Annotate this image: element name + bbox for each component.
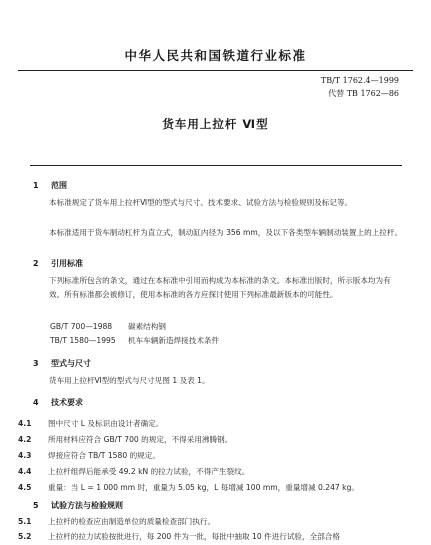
- clause-number: 4.4: [18, 467, 32, 476]
- section-2-paragraph-1: [33, 274, 403, 302]
- section-1-paragraph-2: [33, 226, 403, 240]
- section-title: 试验方法与检验规则: [51, 501, 123, 510]
- title-rule: [30, 165, 402, 166]
- reference-name: 碳素结构钢: [128, 322, 166, 331]
- clause-text: 重量：当 L = 1 000 mm 时，重量为 5.05 kg，L 每增减 100 mm，重量增减 0.247 kg。: [48, 483, 359, 492]
- clause-number: 5.1: [18, 517, 32, 526]
- clause-text: 上拉杆的检查应由制造单位的质量检查部门执行。: [48, 517, 216, 526]
- section-title: 范围: [51, 181, 67, 190]
- reference-code: GB/T 700—1988: [50, 322, 113, 331]
- section-number: 4: [33, 398, 39, 407]
- clause-text: 焊接应符合 TB/T 1580 的规定。: [48, 451, 160, 460]
- clause-text: 所用材料应符合 GB/T 700 的规定，不得采用沸腾钢。: [48, 435, 233, 444]
- section-number: 1: [33, 181, 39, 190]
- clause-text: 上拉杆组焊后能承受 49.2 kN 的拉力试验，不得产生裂纹。: [48, 467, 250, 476]
- clause-5-2: [18, 531, 408, 542]
- clause-4-5: [18, 482, 408, 493]
- section-4-heading: [33, 397, 83, 408]
- paragraph-text: 本标准规定了货车用上拉杆Ⅵ型的型式与尺寸、技术要求、试验方法与检验规则及标记等。: [49, 198, 353, 207]
- paragraph-text: 本标准适用于货车制动杠杆为直立式，制动缸内径为 356 mm，及以下各类型车辆制动装置上的上拉杆。: [49, 228, 403, 237]
- clause-4-3: [18, 450, 408, 461]
- section-number: 2: [33, 259, 39, 268]
- standard-header-title: 中华人民共和国铁道行业标准: [124, 48, 307, 63]
- header-rule: [18, 70, 413, 71]
- clause-4-2: [18, 434, 408, 445]
- clause-number: 4.5: [18, 483, 32, 492]
- clause-number: 5.2: [18, 532, 32, 541]
- section-1-paragraph-1: [33, 196, 403, 210]
- clause-4-4: [18, 466, 408, 477]
- reference-item: [50, 335, 219, 346]
- reference-name: 机车车辆新造焊接技术条件: [128, 336, 220, 345]
- section-3-paragraph-1: [33, 374, 403, 388]
- standard-code: TB/T 1762.4—1999: [320, 76, 399, 85]
- clause-text: 上拉杆的拉力试验按批进行，每 200 件为一批，每批中抽取 10 件进行试验，全部合格: [48, 532, 340, 541]
- section-5-heading: [33, 500, 123, 511]
- section-number: 5: [33, 501, 39, 510]
- section-title: 型式与尺寸: [51, 359, 91, 368]
- clause-text: 图中尺寸 L 及标识由设计者确定。: [48, 419, 164, 428]
- clause-number: 4.2: [18, 435, 32, 444]
- section-3-heading: [33, 358, 91, 369]
- clause-number: 4.3: [18, 451, 32, 460]
- clause-number: 4.1: [18, 419, 32, 428]
- reference-code: TB/T 1580—1995: [50, 336, 116, 345]
- section-1-heading: [33, 180, 67, 191]
- reference-item: [50, 321, 166, 332]
- section-number: 3: [33, 359, 39, 368]
- document-title: 货车用上拉杆 Ⅵ型: [162, 117, 269, 131]
- clause-5-1: [18, 516, 408, 527]
- section-2-heading: [33, 258, 83, 269]
- section-title: 引用标准: [51, 259, 83, 268]
- clause-4-1: [18, 418, 408, 429]
- paragraph-text: 下列标准所包含的条文，通过在本标准中引用而构成为本标准的条文。本标准出版时，所示版本均为有效。所有标准都会被修订，使用本标准的各方应探讨使用下列标准最新版本的可能性。: [49, 276, 391, 299]
- replaces-code: 代替 TB 1762—86: [328, 89, 399, 98]
- section-title: 技术要求: [51, 398, 83, 407]
- paragraph-text: 货车用上拉杆Ⅵ型的型式与尺寸见图 1 及表 1。: [49, 376, 210, 385]
